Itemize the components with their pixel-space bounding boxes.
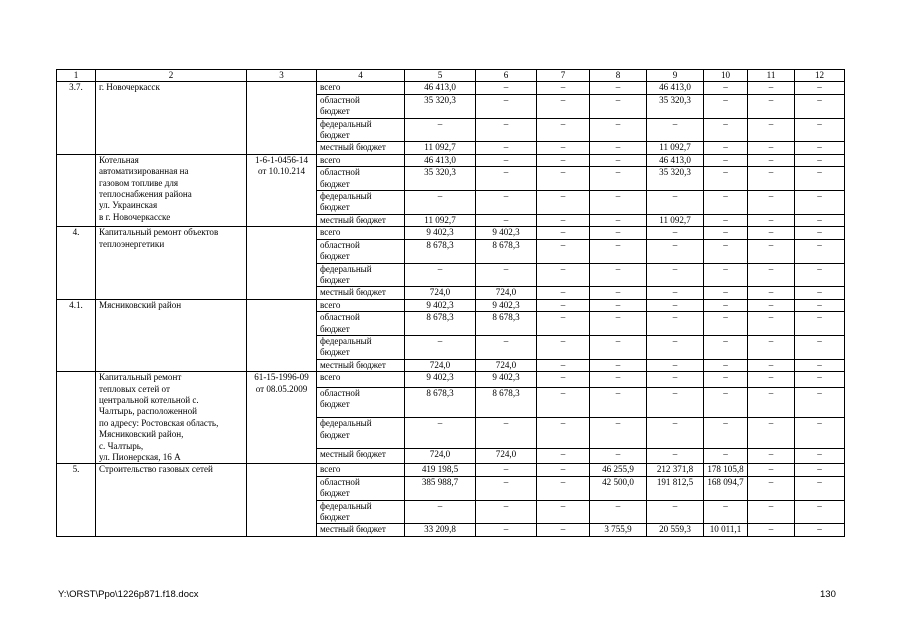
value-cell: –: [795, 299, 845, 311]
funding-source-cell: федеральный бюджет: [317, 335, 405, 359]
funding-source-cell: федеральный бюджет: [317, 191, 405, 215]
value-cell: 724,0: [405, 448, 476, 464]
value-cell: –: [748, 167, 795, 191]
value-cell: –: [590, 239, 647, 263]
value-cell: 11 092,7: [405, 214, 476, 226]
value-cell: –: [647, 387, 704, 417]
value-cell: –: [748, 299, 795, 311]
value-cell: –: [537, 118, 590, 142]
value-cell: –: [748, 524, 795, 536]
value-cell: –: [748, 227, 795, 239]
row-number-cell: [57, 372, 96, 464]
value-cell: –: [647, 299, 704, 311]
value-cell: –: [476, 118, 537, 142]
value-cell: –: [537, 372, 590, 388]
value-cell: –: [795, 287, 845, 299]
value-cell: –: [405, 335, 476, 359]
value-cell: –: [476, 191, 537, 215]
value-cell: –: [795, 476, 845, 500]
value-cell: 724,0: [476, 287, 537, 299]
value-cell: –: [704, 167, 748, 191]
table-header-row: [57, 70, 845, 82]
value-cell: –: [795, 142, 845, 154]
value-cell: –: [647, 500, 704, 524]
value-cell: –: [537, 142, 590, 154]
value-cell: –: [537, 335, 590, 359]
value-cell: –: [537, 263, 590, 287]
value-cell: 8 678,3: [405, 387, 476, 417]
value-cell: –: [590, 263, 647, 287]
funding-source-cell: федеральный бюджет: [317, 418, 405, 448]
table-row: [57, 372, 845, 388]
table-row: [57, 82, 845, 94]
value-cell: –: [590, 142, 647, 154]
value-cell: 9 402,3: [405, 372, 476, 388]
col-header: 4: [317, 70, 405, 82]
value-cell: –: [748, 418, 795, 448]
value-cell: –: [704, 227, 748, 239]
value-cell: –: [748, 359, 795, 371]
value-cell: –: [590, 359, 647, 371]
value-cell: –: [537, 524, 590, 536]
value-cell: –: [476, 214, 537, 226]
table-row: [57, 464, 845, 476]
value-cell: 8 678,3: [405, 312, 476, 336]
value-cell: 3 755,9: [590, 524, 647, 536]
funding-source-cell: всего: [317, 82, 405, 94]
col-header: 11: [748, 70, 795, 82]
funding-source-cell: федеральный бюджет: [317, 263, 405, 287]
funding-source-cell: областной бюджет: [317, 387, 405, 417]
value-cell: 419 198,5: [405, 464, 476, 476]
col-header: 10: [704, 70, 748, 82]
funding-source-cell: всего: [317, 227, 405, 239]
value-cell: –: [590, 312, 647, 336]
value-cell: –: [590, 94, 647, 118]
item-name-cell: Котельная автоматизированная на газовом топливе для теплоснабжения района ул. Украинская в г. Новочеркасске: [96, 154, 247, 226]
value-cell: –: [537, 227, 590, 239]
value-cell: –: [795, 227, 845, 239]
table-row: [57, 227, 845, 239]
value-cell: –: [590, 387, 647, 417]
value-cell: 9 402,3: [476, 227, 537, 239]
item-name-cell: Капитальный ремонт тепловых сетей от центральной котельной с. Чалтырь, расположенной по адресу: Ростовская область, Мясниковский район, с. Чалтырь, ул. Пионерская, 16 А: [96, 372, 247, 464]
value-cell: –: [590, 118, 647, 142]
value-cell: –: [795, 82, 845, 94]
value-cell: –: [537, 191, 590, 215]
value-cell: –: [704, 214, 748, 226]
value-cell: –: [647, 227, 704, 239]
value-cell: –: [476, 335, 537, 359]
value-cell: –: [795, 524, 845, 536]
funding-source-cell: областной бюджет: [317, 167, 405, 191]
value-cell: –: [795, 418, 845, 448]
value-cell: 9 402,3: [476, 299, 537, 311]
value-cell: 178 105,8: [704, 464, 748, 476]
value-cell: –: [537, 312, 590, 336]
value-cell: 724,0: [476, 359, 537, 371]
value-cell: –: [704, 448, 748, 464]
item-name-cell: г. Новочеркасск: [96, 82, 247, 154]
value-cell: –: [647, 287, 704, 299]
value-cell: 8 678,3: [476, 387, 537, 417]
value-cell: –: [405, 191, 476, 215]
value-cell: –: [590, 214, 647, 226]
value-cell: –: [704, 82, 748, 94]
value-cell: 20 559,3: [647, 524, 704, 536]
value-cell: –: [704, 359, 748, 371]
document-file-path: Y:\ORST\Ppo\1226p871.f18.docx: [58, 589, 199, 600]
row-number-cell: 4.: [57, 227, 96, 299]
value-cell: –: [795, 154, 845, 166]
col-header: 2: [96, 70, 247, 82]
value-cell: –: [704, 387, 748, 417]
value-cell: –: [476, 476, 537, 500]
value-cell: –: [405, 263, 476, 287]
funding-source-cell: всего: [317, 464, 405, 476]
value-cell: 8 678,3: [476, 312, 537, 336]
value-cell: 11 092,7: [647, 214, 704, 226]
value-cell: 9 402,3: [405, 299, 476, 311]
value-cell: 11 092,7: [405, 142, 476, 154]
value-cell: –: [748, 464, 795, 476]
value-cell: –: [704, 239, 748, 263]
value-cell: 724,0: [405, 359, 476, 371]
value-cell: –: [748, 312, 795, 336]
value-cell: –: [647, 312, 704, 336]
value-cell: –: [748, 387, 795, 417]
col-header: 8: [590, 70, 647, 82]
value-cell: –: [748, 372, 795, 388]
value-cell: –: [795, 387, 845, 417]
value-cell: –: [590, 167, 647, 191]
item-name-cell: Мясниковский район: [96, 299, 247, 371]
value-cell: –: [590, 191, 647, 215]
value-cell: –: [748, 142, 795, 154]
value-cell: –: [537, 239, 590, 263]
col-header: 3: [247, 70, 317, 82]
value-cell: –: [537, 94, 590, 118]
value-cell: –: [476, 464, 537, 476]
value-cell: –: [590, 335, 647, 359]
value-cell: –: [590, 287, 647, 299]
value-cell: 46 413,0: [647, 82, 704, 94]
value-cell: 46 413,0: [647, 154, 704, 166]
value-cell: –: [748, 191, 795, 215]
value-cell: 42 500,0: [590, 476, 647, 500]
document-code-cell: 1-6-1-0456-14 от 10.10.214: [247, 154, 317, 226]
value-cell: 35 320,3: [647, 94, 704, 118]
value-cell: –: [590, 154, 647, 166]
value-cell: –: [405, 500, 476, 524]
value-cell: –: [748, 263, 795, 287]
funding-source-cell: всего: [317, 372, 405, 388]
value-cell: 11 092,7: [647, 142, 704, 154]
value-cell: –: [704, 335, 748, 359]
value-cell: –: [537, 214, 590, 226]
value-cell: –: [537, 82, 590, 94]
value-cell: –: [647, 191, 704, 215]
funding-source-cell: областной бюджет: [317, 94, 405, 118]
value-cell: –: [647, 335, 704, 359]
funding-source-cell: областной бюджет: [317, 476, 405, 500]
value-cell: –: [537, 154, 590, 166]
value-cell: –: [795, 464, 845, 476]
value-cell: 9 402,3: [476, 372, 537, 388]
value-cell: 724,0: [405, 287, 476, 299]
value-cell: –: [476, 418, 537, 448]
funding-source-cell: федеральный бюджет: [317, 500, 405, 524]
row-number-cell: [57, 154, 96, 226]
value-cell: –: [748, 335, 795, 359]
row-number-cell: 3.7.: [57, 82, 96, 154]
col-header: 12: [795, 70, 845, 82]
value-cell: –: [795, 118, 845, 142]
col-header: 5: [405, 70, 476, 82]
value-cell: 46 413,0: [405, 154, 476, 166]
value-cell: –: [704, 191, 748, 215]
value-cell: 33 209,8: [405, 524, 476, 536]
value-cell: –: [647, 359, 704, 371]
value-cell: –: [748, 154, 795, 166]
value-cell: –: [476, 82, 537, 94]
value-cell: –: [405, 118, 476, 142]
value-cell: 46 255,9: [590, 464, 647, 476]
funding-source-cell: местный бюджет: [317, 448, 405, 464]
value-cell: –: [537, 299, 590, 311]
value-cell: –: [647, 418, 704, 448]
value-cell: –: [476, 142, 537, 154]
value-cell: –: [748, 239, 795, 263]
document-code-cell: 61-15-1996-09 от 08.05.2009: [247, 372, 317, 464]
value-cell: –: [590, 418, 647, 448]
value-cell: –: [704, 142, 748, 154]
value-cell: –: [476, 524, 537, 536]
col-header: 1: [57, 70, 96, 82]
value-cell: –: [590, 82, 647, 94]
value-cell: –: [537, 448, 590, 464]
funding-source-cell: всего: [317, 299, 405, 311]
value-cell: 724,0: [476, 448, 537, 464]
value-cell: 46 413,0: [405, 82, 476, 94]
value-cell: –: [748, 476, 795, 500]
row-number-cell: 4.1.: [57, 299, 96, 371]
funding-source-cell: областной бюджет: [317, 312, 405, 336]
value-cell: –: [748, 82, 795, 94]
value-cell: –: [537, 476, 590, 500]
value-cell: –: [647, 239, 704, 263]
value-cell: –: [704, 263, 748, 287]
col-header: 7: [537, 70, 590, 82]
value-cell: –: [795, 214, 845, 226]
funding-source-cell: местный бюджет: [317, 214, 405, 226]
value-cell: 9 402,3: [405, 227, 476, 239]
value-cell: –: [795, 239, 845, 263]
value-cell: –: [537, 418, 590, 448]
value-cell: –: [748, 500, 795, 524]
document-code-cell: [247, 82, 317, 154]
value-cell: –: [704, 154, 748, 166]
document-code-cell: [247, 299, 317, 371]
value-cell: –: [795, 372, 845, 388]
value-cell: –: [647, 448, 704, 464]
value-cell: –: [590, 227, 647, 239]
value-cell: –: [795, 448, 845, 464]
value-cell: –: [590, 372, 647, 388]
value-cell: –: [795, 312, 845, 336]
value-cell: –: [704, 287, 748, 299]
value-cell: –: [795, 191, 845, 215]
funding-source-cell: федеральный бюджет: [317, 118, 405, 142]
item-name-cell: Капитальный ремонт объектов теплоэнергетики: [96, 227, 247, 299]
funding-source-cell: местный бюджет: [317, 142, 405, 154]
value-cell: –: [704, 118, 748, 142]
value-cell: 8 678,3: [476, 239, 537, 263]
value-cell: –: [795, 167, 845, 191]
col-header: 6: [476, 70, 537, 82]
value-cell: 8 678,3: [405, 239, 476, 263]
document-code-cell: [247, 464, 317, 536]
value-cell: –: [704, 299, 748, 311]
value-cell: –: [537, 287, 590, 299]
value-cell: –: [476, 167, 537, 191]
funding-source-cell: местный бюджет: [317, 287, 405, 299]
value-cell: –: [748, 287, 795, 299]
funding-source-cell: местный бюджет: [317, 359, 405, 371]
value-cell: –: [748, 118, 795, 142]
value-cell: 212 371,8: [647, 464, 704, 476]
table-row: [57, 154, 845, 166]
value-cell: –: [537, 387, 590, 417]
value-cell: –: [748, 214, 795, 226]
page-number: 130: [820, 589, 836, 600]
value-cell: –: [537, 464, 590, 476]
value-cell: –: [704, 418, 748, 448]
value-cell: –: [537, 167, 590, 191]
value-cell: –: [590, 500, 647, 524]
value-cell: –: [704, 500, 748, 524]
value-cell: –: [647, 118, 704, 142]
funding-source-cell: всего: [317, 154, 405, 166]
value-cell: –: [476, 263, 537, 287]
row-number-cell: 5.: [57, 464, 96, 536]
value-cell: –: [476, 154, 537, 166]
value-cell: –: [647, 263, 704, 287]
value-cell: –: [795, 335, 845, 359]
funding-source-cell: местный бюджет: [317, 524, 405, 536]
col-header: 9: [647, 70, 704, 82]
value-cell: –: [647, 372, 704, 388]
value-cell: –: [795, 359, 845, 371]
value-cell: –: [795, 500, 845, 524]
value-cell: 191 812,5: [647, 476, 704, 500]
value-cell: –: [748, 94, 795, 118]
value-cell: –: [476, 500, 537, 524]
value-cell: 10 011,1: [704, 524, 748, 536]
table-row: [57, 299, 845, 311]
value-cell: –: [748, 448, 795, 464]
value-cell: 385 988,7: [405, 476, 476, 500]
value-cell: 35 320,3: [647, 167, 704, 191]
value-cell: –: [590, 448, 647, 464]
item-name-cell: Строительство газовых сетей: [96, 464, 247, 536]
value-cell: –: [405, 418, 476, 448]
value-cell: –: [704, 94, 748, 118]
value-cell: –: [795, 94, 845, 118]
value-cell: –: [537, 359, 590, 371]
value-cell: –: [537, 500, 590, 524]
value-cell: –: [704, 372, 748, 388]
value-cell: –: [476, 94, 537, 118]
value-cell: 35 320,3: [405, 94, 476, 118]
value-cell: –: [795, 263, 845, 287]
value-cell: –: [704, 312, 748, 336]
funding-source-cell: областной бюджет: [317, 239, 405, 263]
value-cell: 168 094,7: [704, 476, 748, 500]
budget-table: [56, 69, 845, 537]
value-cell: –: [590, 299, 647, 311]
document-code-cell: [247, 227, 317, 299]
value-cell: 35 320,3: [405, 167, 476, 191]
